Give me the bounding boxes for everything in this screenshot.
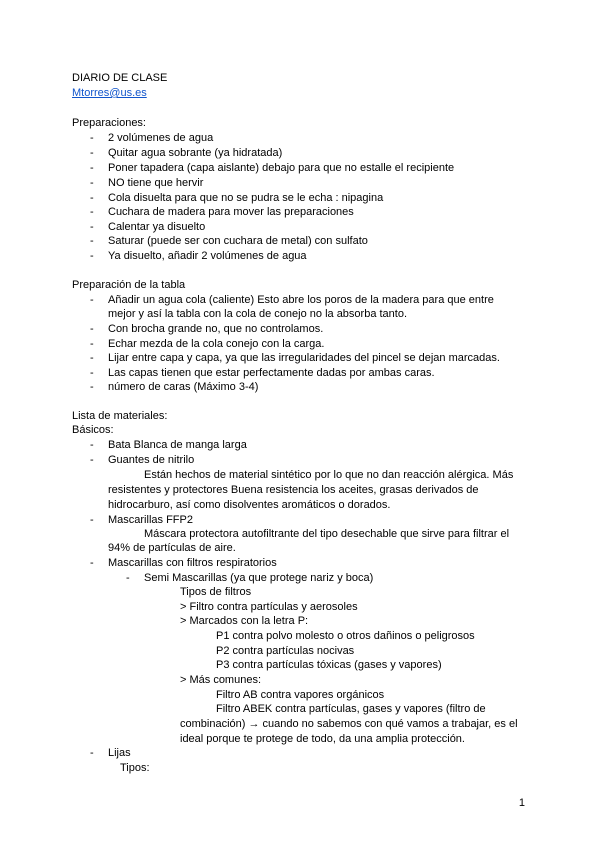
p-filter-item: P3 contra partículas tóxicas (gases y vapores) bbox=[216, 659, 442, 671]
list-item: Ya disuelto, añadir 2 volúmenes de agua bbox=[108, 250, 307, 262]
common-filter-item: combinación) → cuando no sabemos con qué vamos a trabajar, es el bbox=[180, 718, 518, 730]
list-item-nested: Semi Mascarillas (ya que protege nariz y boca) bbox=[144, 572, 374, 584]
filter-line: > Marcados con la letra P: bbox=[180, 615, 309, 627]
bullet-dash: - bbox=[90, 338, 94, 350]
list-item: NO tiene que hervir bbox=[108, 177, 204, 189]
list-item: Bata Blanca de manga larga bbox=[108, 439, 247, 451]
list-item: Las capas tienen que estar perfectamente dadas por ambas caras. bbox=[108, 367, 435, 379]
email-link[interactable]: Mtorres@us.es bbox=[72, 87, 147, 99]
bullet-dash: - bbox=[90, 381, 94, 393]
list-item-continuation: mejor y así la tabla con la cola de conejo no la absorba tanto. bbox=[108, 308, 408, 320]
lijas-types-label: Tipos: bbox=[120, 762, 150, 774]
list-item: Mascarillas con filtros respiratorios bbox=[108, 557, 277, 569]
bullet-dash: - bbox=[90, 323, 94, 335]
bullet-dash: - bbox=[90, 557, 94, 569]
p-filter-item: P2 contra partículas nocivas bbox=[216, 645, 355, 657]
preparaciones-heading: Preparaciones: bbox=[72, 117, 146, 129]
list-item: número de caras (Máximo 3-4) bbox=[108, 381, 259, 393]
bullet-dash: - bbox=[90, 439, 94, 451]
materiales-heading: Lista de materiales: bbox=[72, 410, 168, 422]
bullet-dash: - bbox=[90, 352, 94, 364]
description-line: Están hechos de material sintético por lo que no dan reacción alérgica. Más bbox=[144, 469, 514, 481]
list-item: Con brocha grande no, que no controlamos. bbox=[108, 323, 324, 335]
list-item: Quitar agua sobrante (ya hidratada) bbox=[108, 147, 283, 159]
list-item: Saturar (puede ser con cuchara de metal) con sulfato bbox=[108, 235, 368, 247]
list-item: Cola disuelta para que no se pudra se le echa : nipagina bbox=[108, 192, 384, 204]
description-line: 94% de partículas de aire. bbox=[108, 542, 236, 554]
list-item: Lijas bbox=[108, 747, 131, 759]
p-filter-item: P1 contra polvo molesto o otros dañinos o peligrosos bbox=[216, 630, 475, 642]
bullet-dash: - bbox=[90, 177, 94, 189]
list-item: Cuchara de madera para mover las preparaciones bbox=[108, 206, 354, 218]
filter-line: > Más comunes: bbox=[180, 674, 262, 686]
bullet-dash: - bbox=[90, 454, 94, 466]
bullet-dash: - bbox=[90, 294, 94, 306]
list-item: Echar mezda de la cola conejo con la carga. bbox=[108, 338, 325, 350]
document-title: DIARIO DE CLASE bbox=[72, 72, 168, 84]
list-item: Calentar ya disuelto bbox=[108, 221, 206, 233]
page-number: 1 bbox=[518, 797, 525, 809]
bullet-dash: - bbox=[90, 162, 94, 174]
description-line: hidrocarburo, así como disolventes aromáticos o dorados. bbox=[108, 499, 391, 511]
bullet-dash: - bbox=[90, 747, 94, 759]
list-item: Poner tapadera (capa aislante) debajo para que no estalle el recipiente bbox=[108, 162, 455, 174]
bullet-dash: - bbox=[90, 192, 94, 204]
list-item: Mascarillas FFP2 bbox=[108, 514, 193, 526]
list-item: 2 volúmenes de agua bbox=[108, 132, 214, 144]
list-item: Lijar entre capa y capa, ya que las irregularidades del pincel se dejan marcadas. bbox=[108, 352, 500, 364]
bullet-dash: - bbox=[90, 132, 94, 144]
bullet-dash: - bbox=[90, 367, 94, 379]
list-item: Añadir un agua cola (caliente) Esto abre los poros de la madera para que entre bbox=[108, 294, 494, 306]
common-filter-item: Filtro ABEK contra partículas, gases y vapores (filtro de bbox=[216, 703, 486, 715]
bullet-dash: - bbox=[90, 221, 94, 233]
bullet-dash: - bbox=[90, 514, 94, 526]
bullet-dash: - bbox=[90, 147, 94, 159]
bullet-dash: - bbox=[90, 250, 94, 262]
bullet-dash: - bbox=[90, 235, 94, 247]
common-filter-item: ideal porque te protege de todo, da una amplia protección. bbox=[180, 733, 465, 745]
bullet-dash-nested: - bbox=[126, 572, 130, 584]
tabla-heading: Preparación de la tabla bbox=[72, 279, 186, 291]
description-line: Máscara protectora autofiltrante del tipo desechable que sirve para filtrar el bbox=[144, 528, 510, 540]
description-line: resistentes y protectores Buena resistencia los aceites, grasas derivados de bbox=[108, 484, 479, 496]
bullet-dash: - bbox=[90, 206, 94, 218]
list-item: Guantes de nitrilo bbox=[108, 454, 195, 466]
common-filter-item: Filtro AB contra vapores orgánicos bbox=[216, 689, 385, 701]
filter-line: > Filtro contra partículas y aerosoles bbox=[180, 601, 358, 613]
filter-types-label: Tipos de filtros bbox=[180, 586, 252, 598]
basicos-subheading: Básicos: bbox=[72, 424, 114, 436]
